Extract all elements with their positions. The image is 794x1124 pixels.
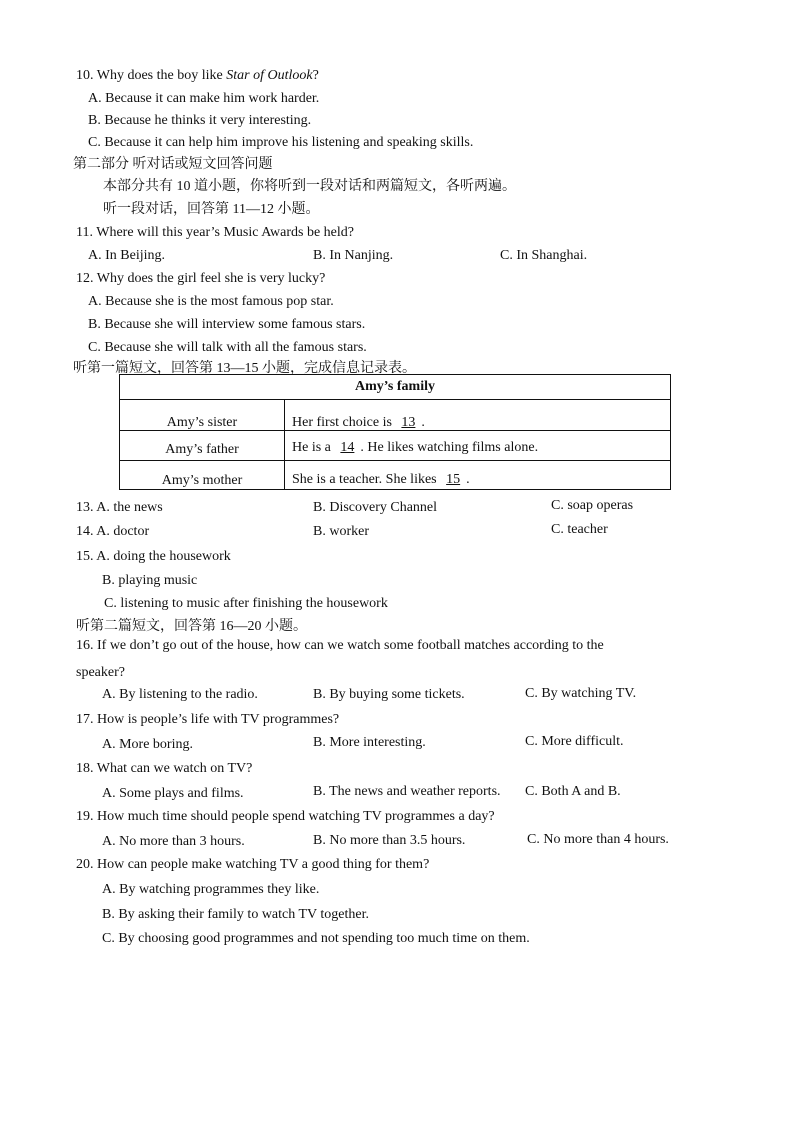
- table-row: [120, 430, 670, 460]
- q20-option-a: A. By watching programmes they like.: [102, 882, 320, 897]
- question-17-stem: 17. How is people’s life with TV programmes?: [76, 712, 340, 727]
- q14-option-b: B. worker: [313, 524, 369, 539]
- row-content: [292, 471, 470, 489]
- q18-option-c: C. Both A and B.: [525, 784, 621, 799]
- question-mark: ?: [312, 68, 319, 83]
- row-label: Amy’s father: [165, 442, 239, 457]
- row-label: Amy’s mother: [161, 473, 243, 488]
- question-10-stem: [76, 67, 319, 85]
- table-row: [120, 399, 670, 430]
- row-text: . He likes watching films alone.: [360, 440, 539, 455]
- section-heading: 第二部分 听对话或短文回答问题: [73, 157, 273, 172]
- row-text: He is a: [292, 440, 335, 455]
- q11-option-c: C. In Shanghai.: [500, 248, 588, 263]
- q13-option-b: B. Discovery Channel: [313, 500, 438, 515]
- q20-option-b: B. By asking their family to watch TV together.: [102, 907, 369, 922]
- question-11-stem: 11. Where will this year’s Music Awards be held?: [76, 225, 355, 240]
- q15-option-a: 15. A. doing the housework: [76, 549, 231, 564]
- info-record-table: [119, 374, 671, 490]
- question-16-stem-line2: speaker?: [76, 665, 125, 680]
- q14-option-a: 14. A. doctor: [76, 524, 150, 539]
- q10-option-a: A. Because it can make him work harder.: [88, 91, 320, 106]
- row-label: Amy’s sister: [166, 415, 238, 430]
- q16-option-b: B. By buying some tickets.: [313, 687, 465, 702]
- question-12-stem: 12. Why does the girl feel she is very lucky?: [76, 271, 326, 286]
- q16-option-c: C. By watching TV.: [525, 686, 637, 701]
- row-content: [292, 439, 538, 457]
- q17-option-c: C. More difficult.: [525, 734, 624, 749]
- q12-option-a: A. Because she is the most famous pop star.: [88, 294, 334, 309]
- row-text: She is a teacher. She likes: [292, 472, 441, 487]
- q11-option-b: B. In Nanjing.: [313, 248, 394, 263]
- q18-option-b: B. The news and weather reports.: [313, 784, 501, 799]
- question-number: 10.: [76, 68, 94, 83]
- q18-option-a: A. Some plays and films.: [102, 786, 244, 801]
- q12-option-b: B. Because she will interview some famous stars.: [88, 317, 366, 332]
- q13-option-c: C. soap operas: [551, 498, 634, 513]
- row-text: .: [466, 472, 470, 487]
- section-intro: 本部分共有 10 道小题，你将听到一段对话和两篇短文，各听两遍。: [103, 179, 516, 194]
- q16-option-a: A. By listening to the radio.: [102, 687, 258, 702]
- row-text: .: [421, 415, 425, 430]
- answer-blank-13: 13: [401, 415, 416, 430]
- q19-option-b: B. No more than 3.5 hours.: [313, 833, 466, 848]
- q10-option-b: B. Because he thinks it very interesting.: [88, 113, 312, 128]
- q15-option-b: B. playing music: [102, 573, 198, 588]
- dialog-instruction: 听一段对话，回答第 11—12 小题。: [103, 202, 320, 217]
- question-20-stem: 20. How can people make watching TV a good thing for them?: [76, 857, 430, 872]
- q14-option-c: C. teacher: [551, 522, 608, 537]
- row-text: Her first choice is: [292, 415, 396, 430]
- q13-option-a: 13. A. the news: [76, 500, 163, 515]
- q10-option-c: C. Because it can help him improve his listening and speaking skills.: [88, 135, 474, 150]
- program-title: Star of Outlook: [226, 68, 313, 83]
- question-18-stem: 18. What can we watch on TV?: [76, 761, 253, 776]
- q19-option-c: C. No more than 4 hours.: [527, 832, 669, 847]
- q17-option-b: B. More interesting.: [313, 735, 426, 750]
- passage2-instruction: 听第二篇短文，回答第 16—20 小题。: [76, 619, 307, 634]
- question-text: Why does the boy like: [96, 68, 227, 83]
- answer-blank-15: 15: [446, 472, 461, 487]
- passage1-instruction: 听第一篇短文，回答第 13—15 小题，完成信息记录表。: [73, 361, 416, 376]
- table-title: Amy’s family: [355, 379, 435, 394]
- q20-option-c: C. By choosing good programmes and not spending too much time on them.: [102, 931, 530, 946]
- question-16-stem-line1: 16. If we don’t go out of the house, how can we watch some football matches according to the: [76, 638, 604, 653]
- q11-option-a: A. In Beijing.: [88, 248, 165, 263]
- q17-option-a: A. More boring.: [102, 737, 193, 752]
- table-row: [120, 460, 670, 491]
- answer-blank-14: 14: [340, 440, 355, 455]
- q19-option-a: A. No more than 3 hours.: [102, 834, 245, 849]
- q15-option-c: C. listening to music after finishing the housework: [104, 596, 388, 611]
- question-19-stem: 19. How much time should people spend watching TV programmes a day?: [76, 809, 495, 824]
- q12-option-c: C. Because she will talk with all the famous stars.: [88, 340, 367, 355]
